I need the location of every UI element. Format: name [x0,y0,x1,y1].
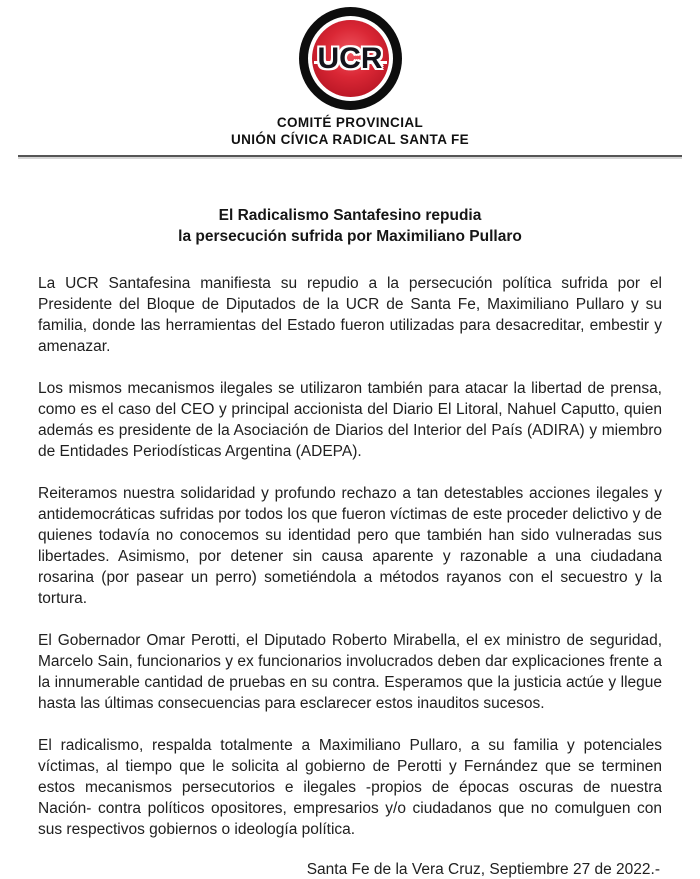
ucr-logo-red-circle [312,20,389,97]
committee-header [0,114,700,148]
dateline: Santa Fe de la Vera Cruz, Septiembre 27 de 2022.- [306,861,660,878]
paragraph: La UCR Santafesina manifiesta su repudio a la persecución política sufrida por el Presidente del Bloque de Diputados de la UCR de Santa Fe, Maximiliano Pullaro y su familia, donde las herramientas del Estado fueron utilizadas para desacreditar, embestir y amenazar. [38,275,662,355]
title-line-1: El Radicalismo Santafesino repudia [218,207,482,224]
ucr-logo-ring [299,7,402,110]
committee-line-1: COMITÉ PROVINCIAL [276,115,424,130]
paragraph: El radicalismo, respalda totalmente a Maximiliano Pullaro, a su familia y potenciales víctimas, al tiempo que le solicita al gobierno de Perotti y Fernández que se terminen estos mecanismos persecutorios e ilegales -propios de épocas oscuras de nuestra Nación- contra políticos opositores, empresarios y/o ciudadanos que no comulguen con sus respectivos gobiernos o ideología política. [38,737,662,838]
title-line-2: la persecución sufrida por Maximiliano Pullaro [178,228,522,245]
ucr-logo-text: UCR [317,41,383,75]
committee-line-2: UNIÓN CÍVICA RADICAL SANTA FE [230,132,470,147]
paragraph: Los mismos mecanismos ilegales se utilizaron también para atacar la libertad de prensa, como es el caso del CEO y principal accionista del Diario El Litoral, Nahuel Caputto, quien además es presidente de la Asociación de Diarios del Interior del País (ADIRA) y miembro de Entidades Periodísticas Argentina (ADEPA). [38,380,662,460]
document-body [38,273,662,840]
ucr-logo [0,0,700,110]
paragraph: Reiteramos nuestra solidaridad y profundo rechazo a tan detestables acciones ilegales y antidemocráticas sufridas por todos los que fueron víctimas de este proceder delictivo y de quienes todavía no conocemos su identidad pero que también han sido vulneradas sus libertades. Asimismo, por detener sin causa aparente y razonable a una ciudadana rosarina (por pasear un perro) sometiéndola a métodos rayanos con el secuestro y la tortura. [38,485,662,607]
document-title [0,205,700,247]
header-divider [18,155,682,159]
paragraph: El Gobernador Omar Perotti, el Diputado Roberto Mirabella, el ex ministro de seguridad, Marcelo Sain, funcionarios y ex funcionarios involucrados deben dar explicaciones frente a la innumerable cantidad de pruebas en su contra. Esperamos que la justicia actúe y llegue hasta las últimas consecuencias para esclarecer estos inauditos sucesos. [38,632,662,712]
ucr-logo-white-ring [308,16,393,101]
